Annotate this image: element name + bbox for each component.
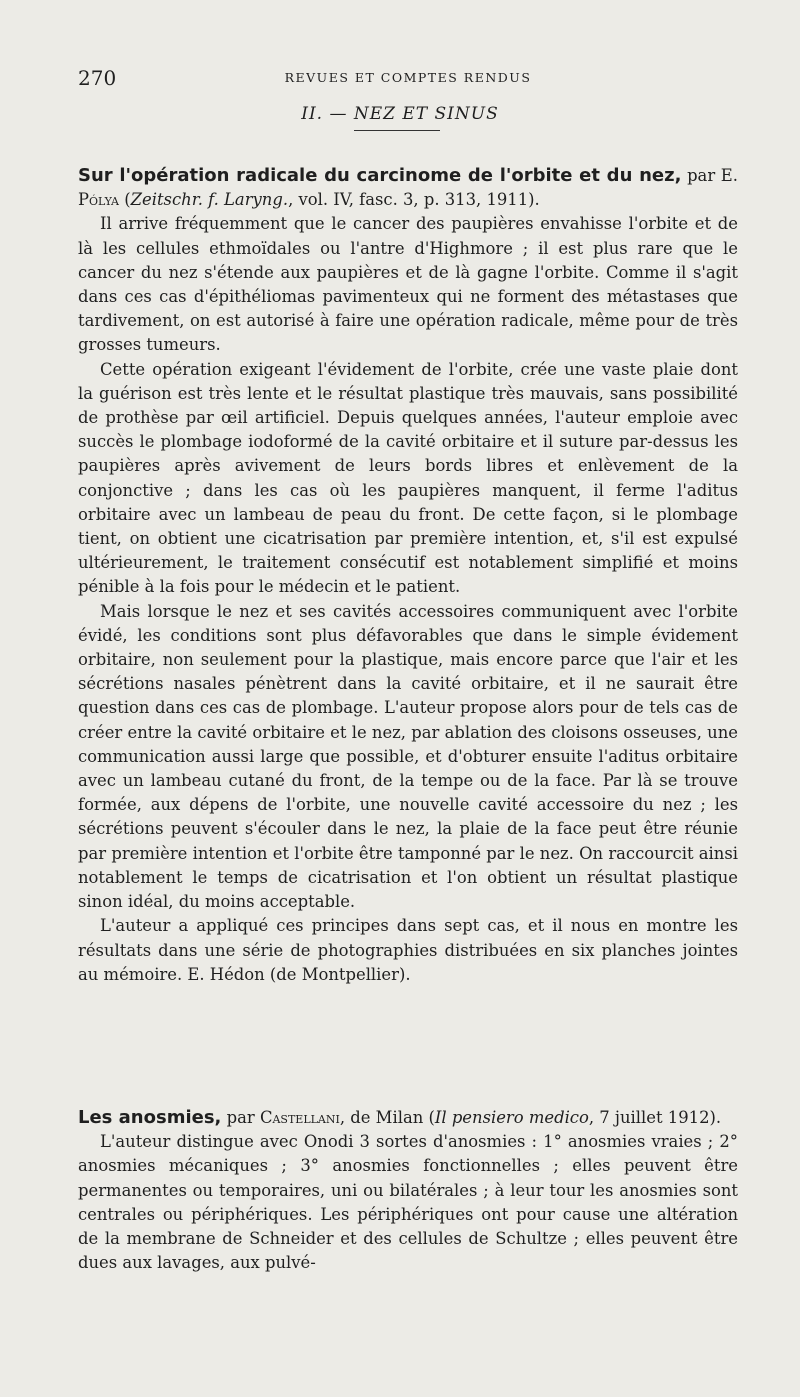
section-divider — [354, 130, 440, 131]
author-name: Castellani — [259, 1108, 340, 1127]
paragraph: L'auteur distingue avec Onodi 3 sortes d'anosmies : 1° anosmies vraies ; 2° anosmies mécaniques ; 3° anosmies fonctionnelles ; elles peuvent être permanentes ou temporaires, uni ou bilatérales ; à leur tour les anosmies sont centrales ou périphériques. Les périphériques ont pour cause une altération de la membrane de Schneider et des cellules de Schultze ; elles peuvent être dues aux lavages, aux pulvé- — [78, 1132, 738, 1273]
author-prefix: par — [226, 1108, 255, 1127]
author-suffix: , de Milan ( — [339, 1108, 435, 1127]
article-polya — [78, 164, 738, 987]
paragraph: Cette opération exigeant l'évidement de l'orbite, crée une vaste plaie dont la guérison est très lente et le résultat plastique très mauvais, sans possibilité de prothèse par œil artificiel. Depuis quelques années, l'auteur emploie avec succès le plombage iodoformé de la cavité orbitaire et il suture par-dessus les paupières après avivement de leurs bords libres et enlèvement de la conjonctive ; dans les cas où les paupières manquent, il ferme l'aditus orbitaire avec un lambeau de peau du front. De cette façon, si le plombage tient, on obtient une cicatrisation par première intention, et, s'il est expulsé ultérieurement, le traitement consécutif est notablement simplifié et moins pénible à la fois pour le médecin et le patient. — [78, 359, 738, 597]
running-title: REVUES ET COMPTES RENDUS — [284, 70, 532, 85]
reference-tail: , 7 juillet 1912). — [588, 1108, 722, 1127]
reference-tail: , vol. IV, fasc. 3, p. 313, 1911). — [288, 190, 540, 210]
paragraph: L'auteur a appliqué ces principes dans sept cas, et il nous en montre les résultats dans une série de photographies distribuées en six planches jointes au mémoire. — [78, 916, 738, 984]
paragraph-with-signature — [78, 914, 738, 987]
section-heading: II. — NEZ ET SINUS — [301, 104, 499, 124]
reference-open: ( — [124, 190, 131, 210]
page-header — [78, 66, 738, 94]
article-title-block — [78, 1106, 738, 1130]
paragraph: Mais lorsque le nez et ses cavités accessoires communiquent avec l'orbite évidé, les conditions sont plus défavorables que dans le simple évidement orbitaire, non seulement pour la plastique, mais encore parce que l'air et les sécrétions nasales pénètrent dans la cavité orbitaire, et il ne saurait être question dans ces cas de plombage. L'auteur propose alors pour de tels cas de créer entre la cavité orbitaire et le nez, par ablation des cloisons osseuses, une communication aussi large que possible, et d'obturer ensuite l'aditus orbitaire avec un lambeau cutané du front, de la tempe ou de la face. Par là se trouve formée, aux dépens de l'orbite, une nouvelle cavité accessoire du nez ; les sécrétions peuvent s'écouler dans le nez, la plaie de la face peut être réunie par première intention et l'orbite être tamponné par le nez. On raccourcit ainsi notablement le temps de cicatrisation et l'on obtient un résultat plastique sinon idéal, du moins acceptable. — [78, 601, 738, 912]
article-title: Sur l'opération radicale du carcinome de l'orbite et du nez, — [78, 165, 682, 186]
journal-reference: Il pensiero medico — [434, 1108, 589, 1127]
article-title: Les anosmies, — [78, 1107, 222, 1128]
author-name: Pólya — [78, 190, 119, 210]
article-castellani — [78, 1106, 738, 1275]
article-title-block — [78, 164, 738, 212]
journal-reference: Zeitschr. f. Laryng. — [130, 190, 289, 210]
reviewer-signature: E. Hédon (de Montpellier). — [187, 964, 411, 984]
page-number: 270 — [78, 66, 117, 90]
paragraph: Il arrive fréquemment que le cancer des paupières envahisse l'orbite et de là les cellules ethmoïdales ou l'antre d'Highmore ; il est plus rare que le cancer du nez s'étende aux paupières et de là gagne l'orbite. Comme il s'agit dans ces cas d'épithéliomas pavimenteux qui ne forment des métastases que tardivement, on est autorisé à faire une opération radicale, même pour de très grosses tumeurs. — [78, 214, 738, 355]
author-prefix: par E. — [687, 166, 738, 185]
